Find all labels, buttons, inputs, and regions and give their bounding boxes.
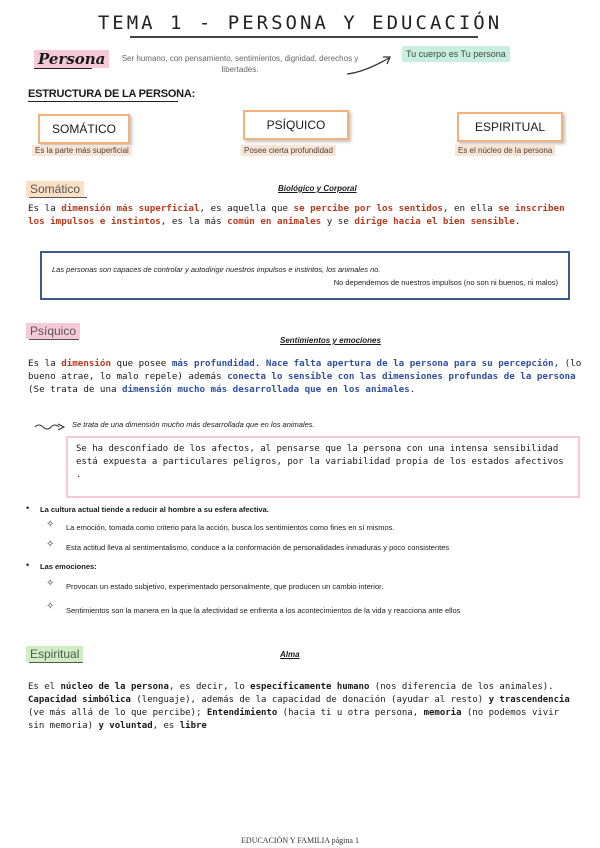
box-psiquico: PSÍQUICO	[243, 110, 349, 140]
bullet-1-sub-2: Esta actitud lleva al sentimentalismo, conduce a la conformación de personalidades inmaduras y poco consistentes	[66, 543, 450, 552]
diamond-icon: ✧	[46, 601, 55, 612]
bullet-dot-icon: •	[26, 503, 30, 513]
box-somatico: SOMÁTICO	[38, 114, 130, 144]
estructura-heading: ESTRUCTURA DE LA PERSONA:	[28, 88, 196, 100]
bullet-1-sub-1: La emoción, tomada como criterio para la acción, busca los sentimientos como fines en sí mismos.	[66, 523, 395, 532]
diamond-icon: ✧	[46, 578, 55, 589]
box-espiritual: ESPIRITUAL	[457, 112, 563, 142]
psiquico-underline	[29, 339, 79, 340]
page-footer: EDUCACIÓN Y FAMILIA página 1	[241, 836, 359, 845]
box-psiquico-sub: Posee cierta profundidad	[241, 145, 336, 156]
page-title: TEMA 1 - PERSONA Y EDUCACIÓN	[97, 12, 503, 34]
diamond-icon: ✧	[46, 539, 55, 550]
somatico-underline	[29, 197, 87, 198]
persona-label: Persona	[34, 50, 109, 68]
box-somatico-sub: Es la parte más superficial	[32, 145, 132, 156]
title-underline	[130, 36, 478, 38]
psiquico-subheading: Sentimientos y emociones	[280, 336, 381, 345]
espiritual-paragraph: Es el núcleo de la persona, es decir, lo específicamente humano (nos diferencia de los animales). Capacidad simbólica (lenguaje), además de la capacidad de donación (ayudar al resto) y trascendencia (ve más allá de lo que percibe); Entendimiento (hacia ti u otra persona, memoria (no podemos vivir sin memoria) y voluntad, es libre	[28, 682, 570, 731]
bullet-2-sub-1: Provocan un estado subjetivo, experimentado personalmente, que producen un cambio interior.	[66, 582, 384, 591]
squiggle-arrow-icon	[34, 421, 66, 431]
espiritual-subheading: Alma	[280, 650, 300, 659]
persona-tag: Tu cuerpo es Tu persona	[402, 46, 510, 62]
psiquico-paragraph: Es la dimensión que posee más profundidad. Nace falta apertura de la persona para su percepción, (lo bueno atrae, lo malo repele) además conecta lo sensible con las dimensiones profundas de la persona (Se trata de una dimensión mucho más desarrollada que en los animales.	[28, 358, 582, 395]
psiquico-heading: Psíquico	[26, 323, 80, 339]
psiquico-quote-box	[66, 436, 580, 498]
psiquico-arrow-note: Se trata de una dimensión mucho más desarrollada que en los animales.	[72, 420, 315, 429]
somatico-note-2: No dependemos de nuestros impulsos (no son ni buenos, ni malos)	[333, 278, 558, 287]
estructura-underline	[28, 101, 178, 102]
somatico-note-1: Las personas son capaces de controlar y autodirigir nuestros impulsos e instintos, los animales no.	[52, 265, 381, 274]
arrow-icon	[345, 52, 395, 78]
somatico-paragraph: Es la dimensión más superficial, es aquella que se percibe por los sentidos, en ella se inscriben los impulsos e instintos, es la más común en animales y se dirige hacia el bien sensible.	[28, 203, 565, 227]
persona-definition: Ser humano, con pensamiento, sentimientos, dignidad, derechos y libertades.	[121, 54, 359, 74]
espiritual-underline	[29, 662, 83, 663]
bullet-2: Las emociones:	[40, 562, 97, 571]
somatico-note-box	[40, 251, 570, 300]
bullet-dot-icon: •	[26, 560, 30, 570]
box-espiritual-sub: Es el núcleo de la persona	[455, 145, 555, 156]
persona-underline	[34, 68, 92, 69]
bullet-1: La cultura actual tiende a reducir al hombre a su esfera afectiva.	[40, 505, 269, 514]
psiquico-quote: Se ha desconfiado de los afectos, al pensarse que la persona con una intensa sensibilidad está expuesta a particulares peligros, por la variabilidad propia de los estados afectivos .	[76, 444, 564, 480]
espiritual-heading: Espiritual	[26, 646, 83, 662]
somatico-heading: Somático	[26, 181, 84, 197]
bullet-2-sub-2: Sentimientos son la manera en la que la afectividad se enfrenta a los acontecimientos de la vida y reacciona ante ellos	[66, 606, 461, 615]
diamond-icon: ✧	[46, 519, 55, 530]
somatico-subheading: Biológico y Corporal	[278, 184, 357, 193]
